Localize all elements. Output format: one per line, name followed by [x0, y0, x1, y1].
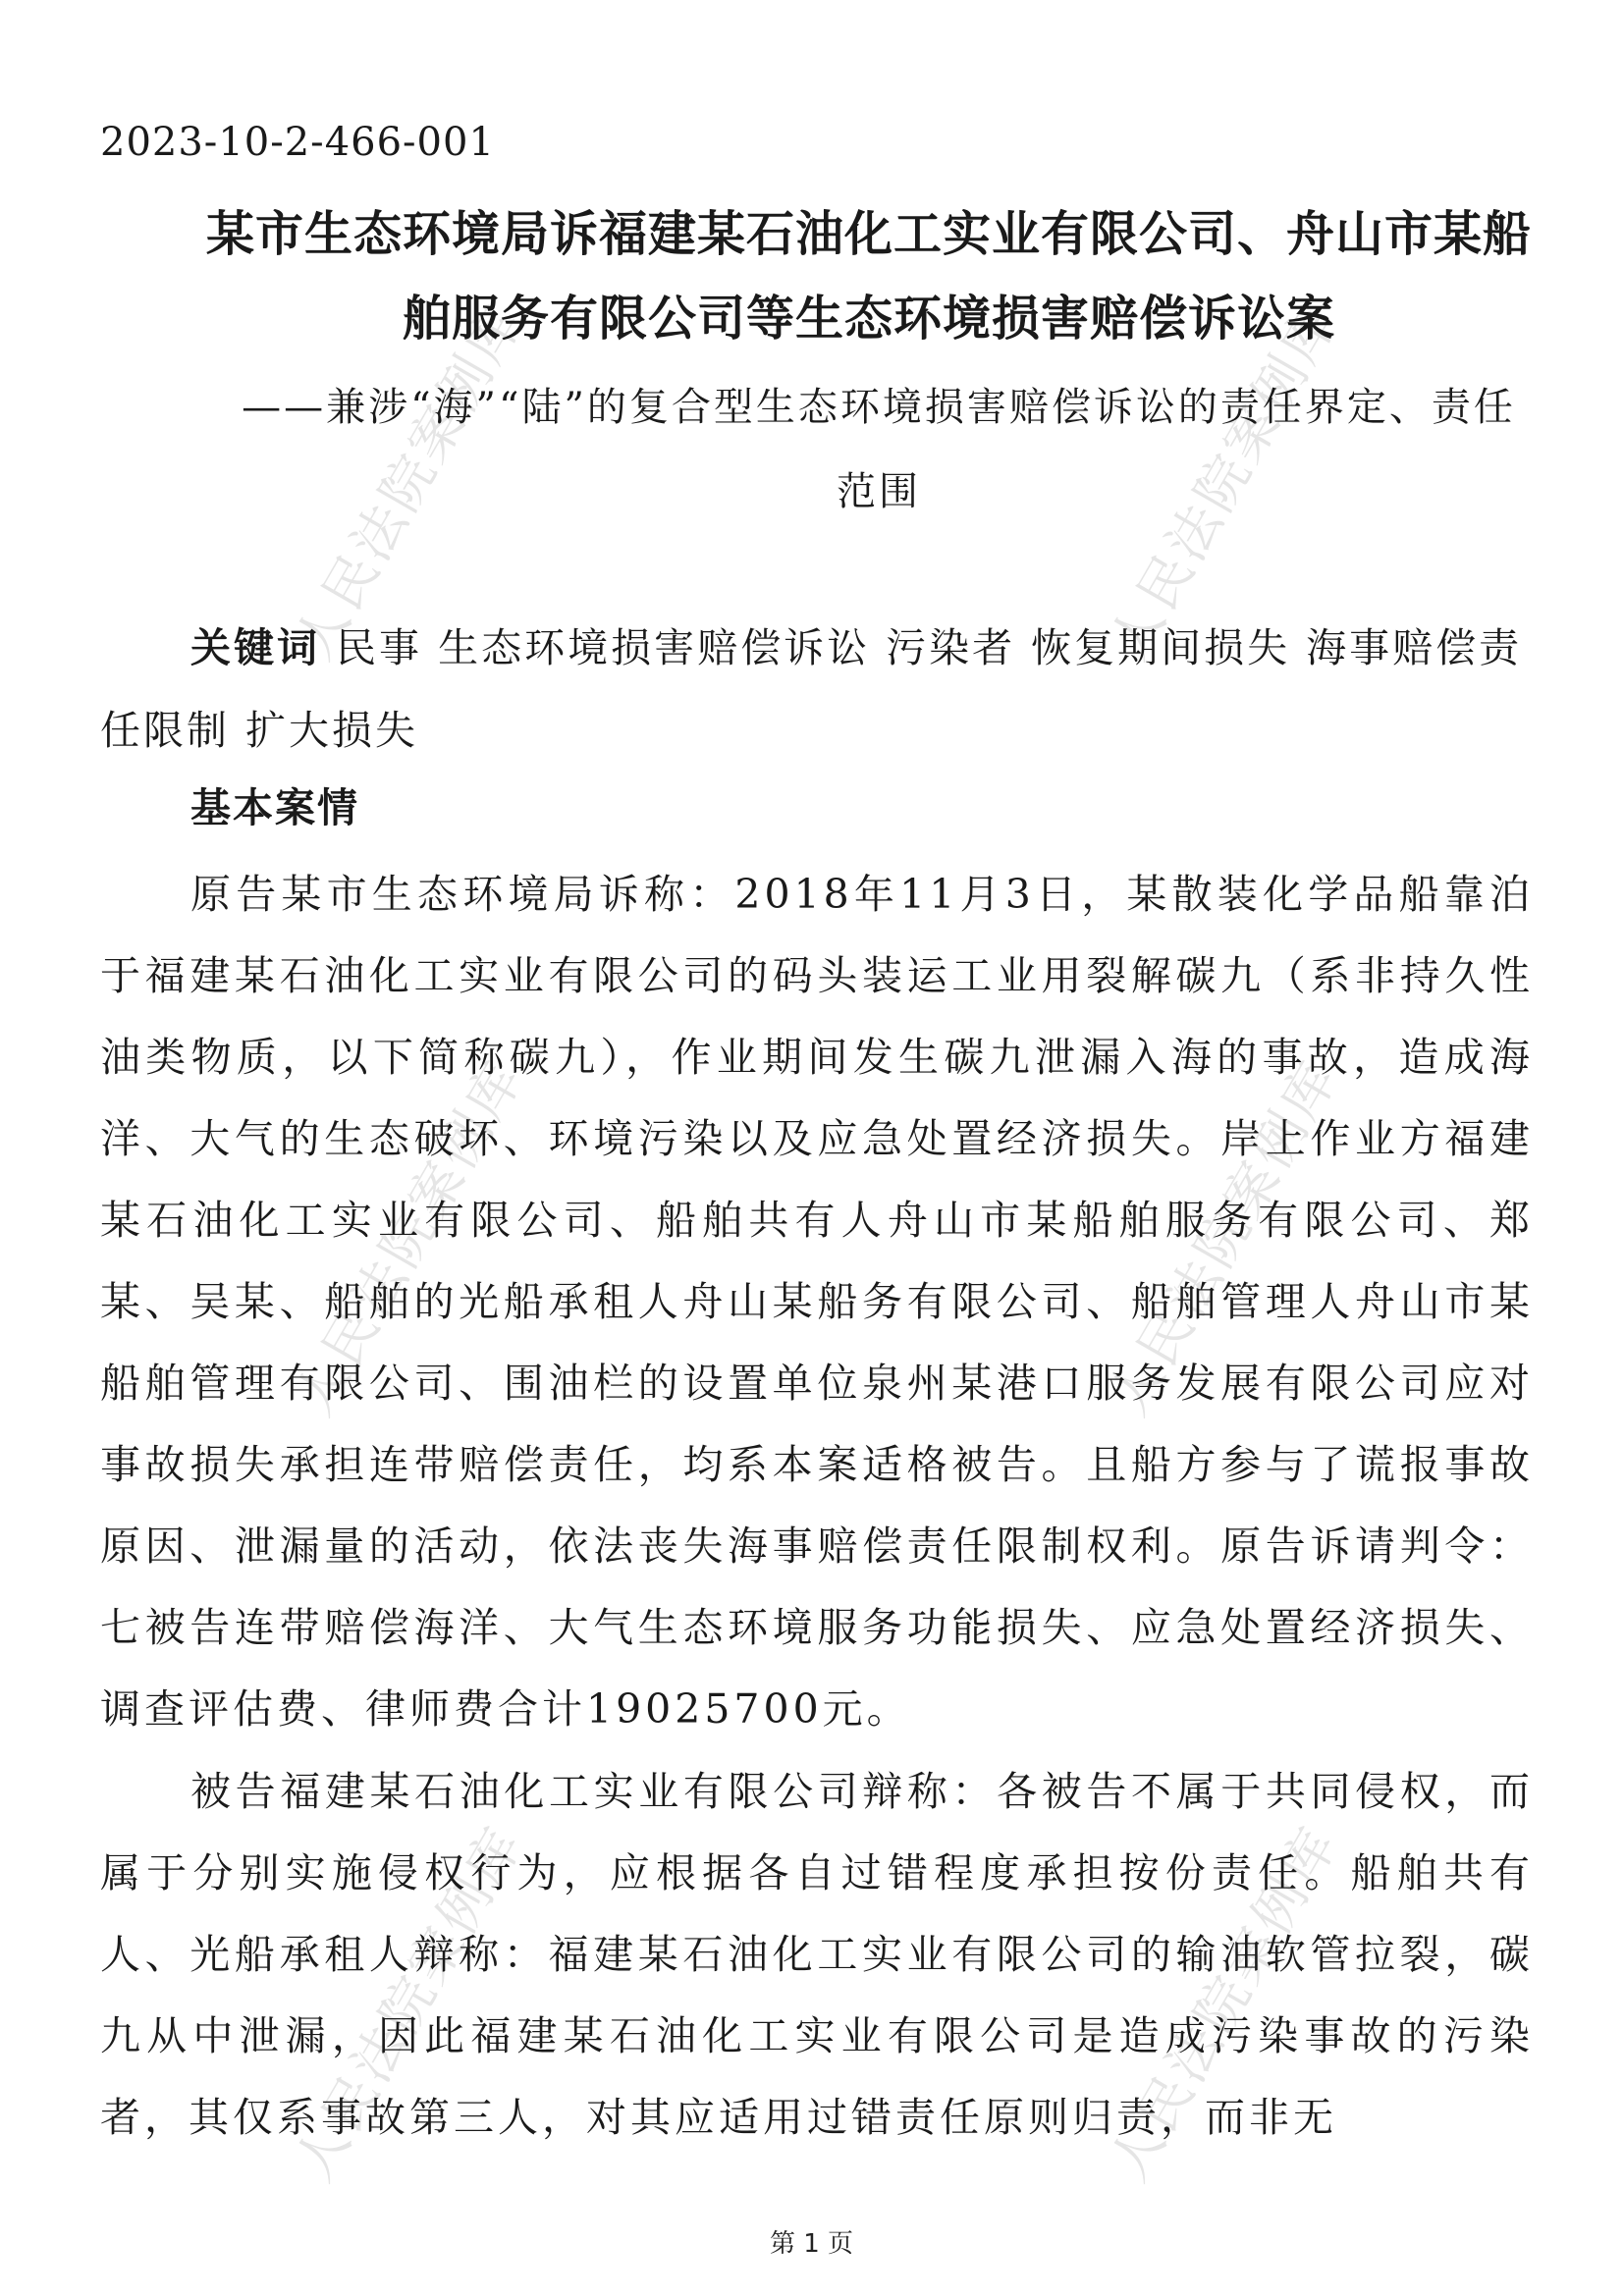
- keywords-text: 民事 生态环境损害赔偿诉讼 污染者 恢复期间损失 海事赔偿责任限制 扩大损失: [100, 624, 1523, 754]
- body-paragraph: 原告某市生态环境局诉称：2018年11月3日，某散装化学品船靠泊于福建某石油化工实业有限公司的码头装运工业用裂解碳九（系非持久性油类物质，以下简称碳九），作业期间发生碳九泄漏入海的事故，造成海洋、大气的生态破坏、环境污染以及应急处置经济损失。岸上作业方福建某石油化工实业有限公司、船舶共有人舟山市某船舶服务有限公司、郑某、吴某、船舶的光船承租人舟山某船务有限公司、船舶管理人舟山市某船舶管理有限公司、围油栏的设置单位泉州某港口服务发展有限公司应对事故损失承担连带赔偿责任，均系本案适格被告。且船方参与了谎报事故原因、泄漏量的活动，依法丧失海事赔偿责任限制权利。原告诉请判令：七被告连带赔偿海洋、大气生态环境服务功能损失、应急处置经济损失、调查评估费、律师费合计19025700元。: [100, 871, 1534, 1733]
- section-heading: 基本案情: [190, 784, 359, 831]
- watermark: 人民法院案例库: [1097, 293, 1351, 670]
- watermark: 人民法院案例库: [1097, 1814, 1351, 2192]
- watermark: 人民法院案例库: [282, 1048, 536, 1426]
- case-number: 2023-10-2-466-001: [100, 120, 495, 165]
- document-title: 某市生态环境局诉福建某石油化工实业有限公司、舟山市某船舶服务有限公司等生态环境损害赔偿诉讼案: [205, 206, 1532, 347]
- watermark: 人民法院案例库: [282, 293, 536, 670]
- body-paragraph: 被告福建某石油化工实业有限公司辩称：各被告不属于共同侵权，而属于分别实施侵权行为，应根据各自过错程度承担按份责任。船舶共有人、光船承租人辩称：福建某石油化工实业有限公司的输油软管拉裂，碳九从中泄漏，因此福建某石油化工实业有限公司是造成污染事故的污染者，其仅系事故第三人，对其应适用过错责任原则归责，而非无: [100, 1768, 1534, 2141]
- page-footer: 第 1 页: [769, 2229, 854, 2259]
- watermark: 人民法院案例库: [282, 1814, 536, 2192]
- watermark: 人民法院案例库: [1097, 1048, 1351, 1426]
- keywords-line: [100, 607, 1534, 772]
- keywords-label: 关键词: [190, 624, 320, 671]
- document-subtitle: ——兼涉“海”“陆”的复合型生态环境损害赔偿诉讼的责任界定、责任范围: [242, 385, 1516, 514]
